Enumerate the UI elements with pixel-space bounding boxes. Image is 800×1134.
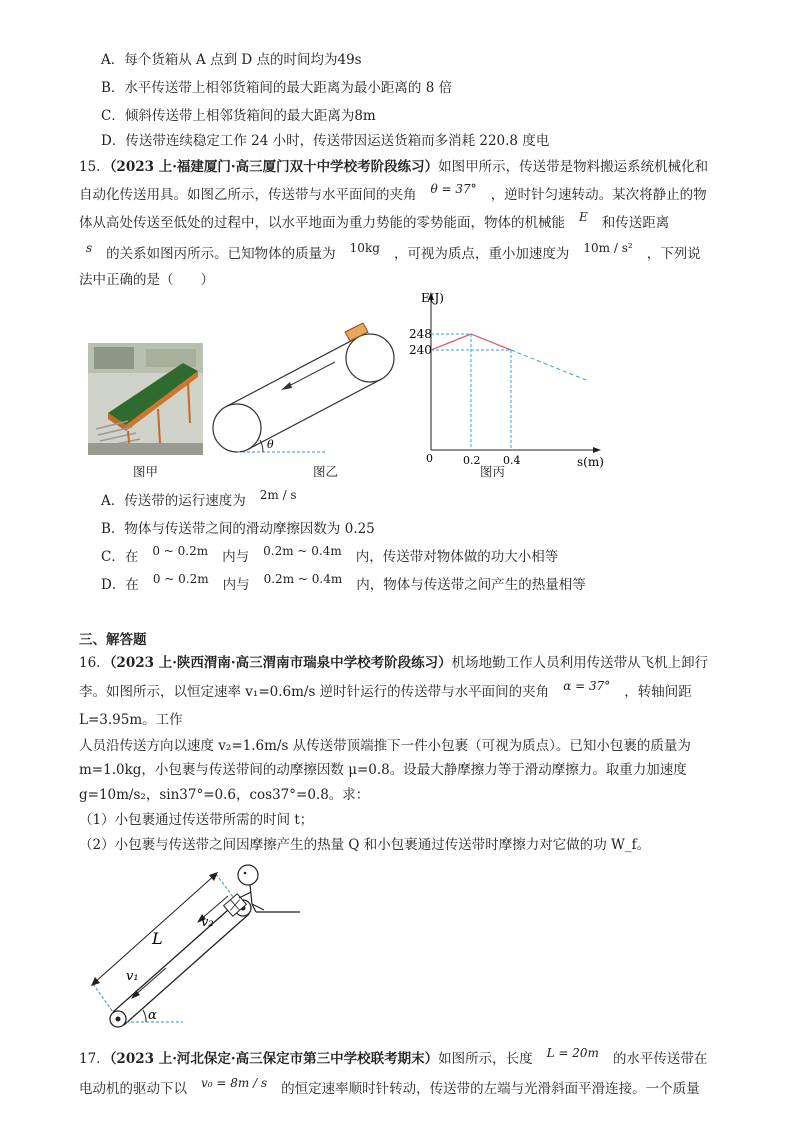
length-label: L	[152, 929, 163, 948]
q16-number: 16．	[79, 655, 110, 671]
bottom-pulley	[213, 404, 261, 452]
energy-line-extension	[511, 350, 587, 380]
v1-label: v₁	[126, 969, 139, 984]
belt-lower	[124, 914, 249, 1025]
option-14-b: B．水平传送带上相邻货箱间的最大距离为最小距离的 8 倍	[101, 80, 453, 96]
q15-option-d: D．在 0 ~ 0.2m 内与 0.2m ~ 0.4m 内，物体与传送带之间产生的热量相等	[101, 572, 586, 593]
q16-sub1: （1）小包裹通过传送带所需的时间 t；	[79, 812, 314, 828]
theta-formula: θ = 37°	[430, 182, 477, 196]
fig-bing-caption: 图丙	[480, 464, 506, 479]
q15-line4: s 的关系如图丙所示。已知物体的质量为 10kg ，可视为质点，重小加速度为 10m / s² ，下列说	[86, 241, 701, 262]
q15-option-b: B．物体与传送带之间的滑动摩擦因数为 0.25	[101, 521, 375, 537]
range-2: 0.2m ~ 0.4m	[263, 544, 342, 558]
distance-symbol: s	[86, 241, 93, 255]
q15-line3: 体从高处传送至低处的过程中，以水平地面为重力势能的零势能面，物体的机械能 E 和传送距离	[79, 210, 670, 231]
alpha-formula: α = 37°	[563, 679, 611, 693]
q16-line1: 16．（2023 上·陕西渭南·高三渭南市瑞泉中学校考阶段练习）机场地勤工作人员利用传送带从飞机上卸行	[79, 655, 709, 671]
q15-number: 15．	[79, 159, 110, 175]
y-tick-label: 248	[409, 327, 432, 341]
q15-source: （2023 上·福建厦门·高三厦门双十中学校考阶段练习）	[109, 159, 439, 175]
q15-line1: 15．（2023 上·福建厦门·高三厦门双十中学校考阶段练习）如图甲所示，传送带是物料搬运系统机械化和	[79, 159, 709, 175]
y-axis-label: E(J)	[421, 291, 444, 305]
energy-line-segment	[431, 334, 471, 350]
bottom-pulley	[110, 1011, 126, 1027]
q16-sub2: （2）小包裹与传送带之间因摩擦产生的热量 Q 和小包裹通过传送带时摩擦力对它做的功 W_f。	[79, 837, 651, 853]
q17-line1: 17．（2023 上·河北保定·高三保定市第三中学校联考期末）如图所示，长度 L = 20m 的水平传送带在	[79, 1046, 708, 1067]
package-box	[345, 323, 368, 341]
origin-label: 0	[426, 452, 433, 465]
gravity-formula: 10m / s²	[583, 241, 633, 255]
conveyor-photo	[88, 343, 203, 455]
section-heading: 三、解答题	[79, 632, 147, 648]
energy-line-segment	[471, 334, 511, 350]
x-axis-label: s(m)	[577, 455, 604, 469]
theta-label: θ	[267, 438, 274, 451]
luggage-conveyor-diagram	[88, 862, 303, 1032]
angle-arc	[143, 1010, 146, 1022]
q17-source: （2023 上·河北保定·高三保定市第三中学校联考期末）	[109, 1051, 439, 1067]
q16-line2: 李。如图所示，以恒定速率 v₁=0.6m/s 逆时针运行的传送带与水平面间的夹角 α = 37° ，转轴间距	[79, 679, 692, 700]
q15-line5: 法中正确的是（ ）	[79, 272, 214, 288]
mass-formula: 10kg	[349, 241, 380, 255]
q15-option-a: A．传送带的运行速度为 2m / s	[101, 488, 297, 509]
alpha-label: α	[148, 1008, 157, 1023]
q15-option-c: C．在 0 ~ 0.2m 内与 0.2m ~ 0.4m 内，传送带对物体做的功大小相等	[101, 544, 559, 565]
speed-formula: v₀ = 8m / s	[201, 1076, 268, 1090]
option-14-a: A．每个货箱从 A 点到 D 点的时间均为49s	[101, 52, 362, 68]
y-axis	[428, 292, 434, 450]
belt-direction-arrow-icon	[281, 362, 335, 390]
x-axis	[431, 447, 601, 453]
belt-upper	[113, 902, 237, 1012]
q16-source: （2023 上·陕西渭南·高三渭南市瑞泉中学校考阶段练习）	[109, 655, 452, 671]
q17-number: 17．	[79, 1051, 110, 1067]
top-pulley	[346, 334, 394, 382]
range-1: 0 ~ 0.2m	[152, 544, 209, 558]
belt-upper	[226, 337, 359, 407]
energy-symbol: E	[579, 210, 588, 224]
y-tick-label: 240	[409, 343, 432, 357]
inclined-conveyor-diagram	[205, 310, 405, 460]
q16-line4: 人员沿传送方向以速度 v₂=1.6m/s 从传送带顶端推下一件小包裹（可视为质点）。已知小包裹的质量为	[79, 738, 691, 754]
q17-line2: 电动机的驱动下以 v₀ = 8m / s 的恒定速率顺时针转动，传送带的左端与光滑斜面平滑连接。一个质量	[79, 1076, 700, 1097]
x-tick-label: 0.2	[463, 454, 481, 467]
speed-value: 2m / s	[259, 488, 297, 502]
q15-line2: 自动化传送用具。如图乙所示，传送带与水平面间的夹角 θ = 37° ，逆时针匀速转动。某次将静止的物	[79, 182, 707, 203]
fig-jia-caption: 图甲	[133, 464, 159, 479]
q16-line5: m=1.0kg，小包裹与传送带间的动摩擦因数 μ=0.8。设最大静摩擦力等于滑动摩擦力。取重力加速度	[79, 762, 687, 778]
energy-distance-graph	[395, 288, 615, 483]
fig-yi-caption: 图乙	[313, 464, 339, 479]
q16-line6: g=10m/s₂，sin37°=0.6，cos37°=0.8。求：	[79, 787, 370, 803]
v2-label: v₂	[201, 915, 214, 930]
option-14-c: C．倾斜传送带上相邻货箱间的最大距离为8m	[101, 108, 376, 124]
range-1: 0 ~ 0.2m	[152, 572, 209, 586]
range-2: 0.2m ~ 0.4m	[263, 572, 343, 586]
option-14-d: D．传送带连续稳定工作 24 小时，传送带因运送货箱而多消耗 220.8 度电	[101, 133, 550, 149]
x-tick-label: 0.4	[503, 454, 521, 467]
q16-line3: L=3.95m。工作	[79, 712, 183, 728]
length-formula: L = 20m	[546, 1046, 599, 1060]
